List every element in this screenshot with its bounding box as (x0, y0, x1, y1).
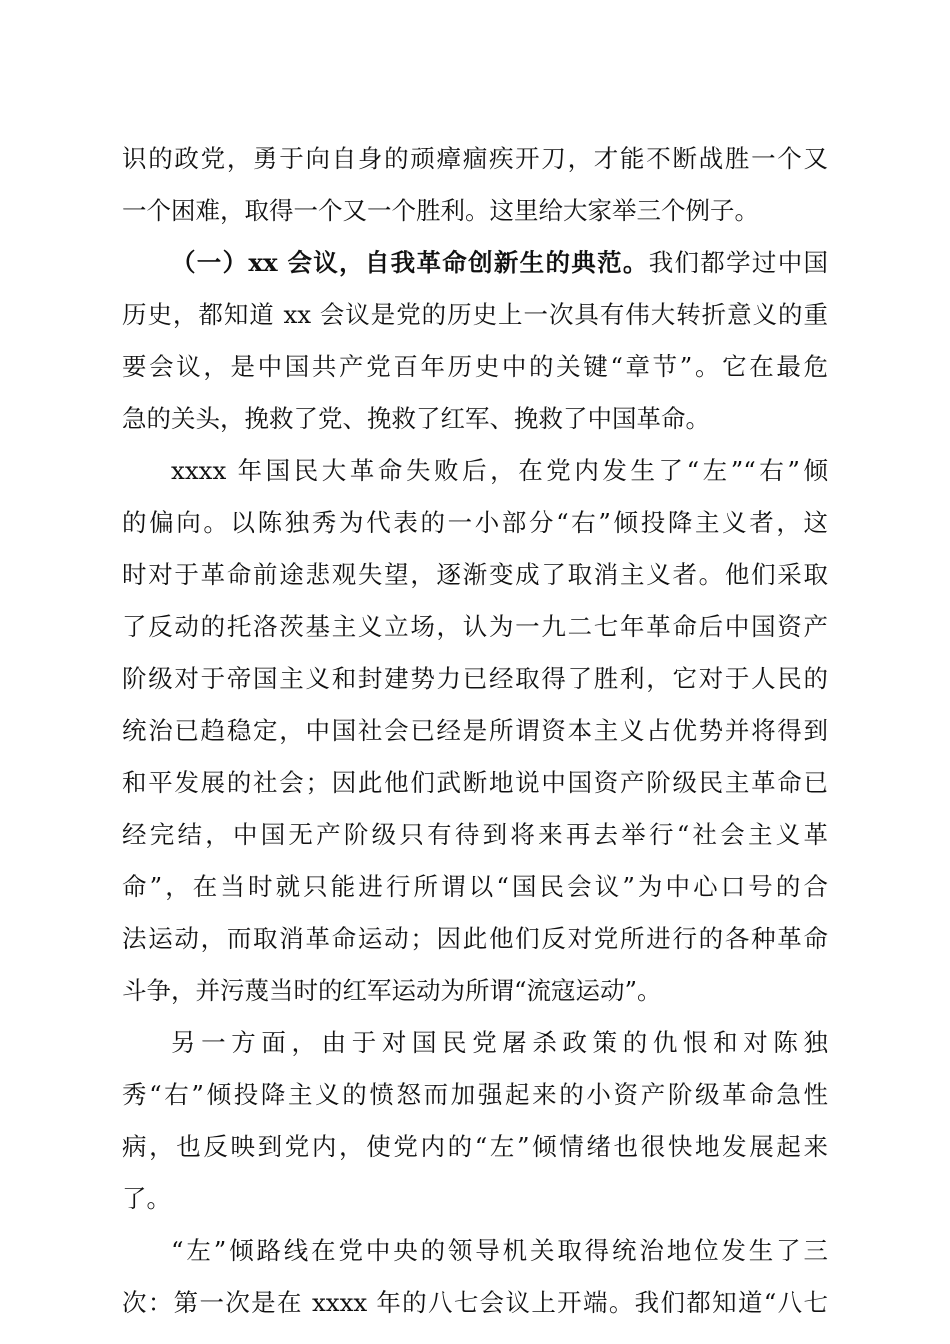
paragraph-3-line-1: 另一方面，由于对国民党屠杀政策的仇恨和对陈独 (171, 1028, 828, 1057)
paragraph-1-line-3: 要会议，是中国共产党百年历史中的关键“章节”。它在最危 (122, 352, 828, 381)
section-heading: （一）xx 会议，自我革命创新生的典范。 (171, 248, 649, 277)
paragraph-2-line-11: 斗争，并污蔑当时的红军运动为所谓“流寇运动”。 (122, 976, 662, 1005)
paragraph-1-line-1 (171, 243, 828, 283)
paragraph-2-line-7: 和平发展的社会；因此他们武断地说中国资产阶级民主革命已 (122, 768, 828, 797)
paragraph-2-line-6: 统治已趋稳定，中国社会已经是所谓资本主义占优势并将得到 (122, 716, 828, 745)
paragraph-2-line-10: 法运动，而取消革命运动；因此他们反对党所进行的各种革命 (122, 924, 828, 953)
paragraph-3-line-2: 秀“右”倾投降主义的愤怒而加强起来的小资产阶级革命急性 (122, 1080, 828, 1109)
paragraph-4-line-2: 次：第一次是在 xxxx 年的八七会议上开端。我们都知道“八七 (122, 1288, 828, 1317)
paragraph-1-line-4: 急的关头，挽救了党、挽救了红军、挽救了中国革命。 (122, 404, 710, 433)
paragraph-2-line-2: 的偏向。以陈独秀为代表的一小部分“右”倾投降主义者，这 (122, 508, 828, 537)
paragraph-1-line-1-rest: 我们都学过中国 (648, 248, 828, 277)
paragraph-2-line-3: 时对于革命前途悲观失望，逐渐变成了取消主义者。他们采取 (122, 560, 828, 589)
paragraph-2-line-9: 命”，在当时就只能进行所谓以“国民会议”为中心口号的合 (122, 872, 828, 901)
paragraph-2-line-1: xxxx 年国民大革命失败后，在党内发生了“左”“右”倾 (171, 456, 828, 485)
paragraph-3-line-4: 了。 (122, 1184, 171, 1213)
paragraph-3-line-3: 病，也反映到党内，使党内的“左”倾情绪也很快地发展起来 (122, 1132, 828, 1161)
paragraph-1-line-2: 历史，都知道 xx 会议是党的历史上一次具有伟大转折意义的重 (122, 300, 828, 329)
paragraph-0-line-1: 识的政党，勇于向自身的顽瘴痼疾开刀，才能不断战胜一个又 (122, 144, 828, 173)
paragraph-0-line-2: 一个困难，取得一个又一个胜利。这里给大家举三个例子。 (122, 196, 759, 225)
paragraph-2-line-8: 经完结，中国无产阶级只有待到将来再去举行“社会主义革 (122, 820, 828, 849)
paragraph-4-line-1: “左”倾路线在党中央的领导机关取得统治地位发生了三 (171, 1236, 828, 1265)
paragraph-2-line-4: 了反动的托洛茨基主义立场，认为一九二七年革命后中国资产 (122, 612, 828, 641)
paragraph-2-line-5: 阶级对于帝国主义和封建势力已经取得了胜利，它对于人民的 (122, 664, 828, 693)
